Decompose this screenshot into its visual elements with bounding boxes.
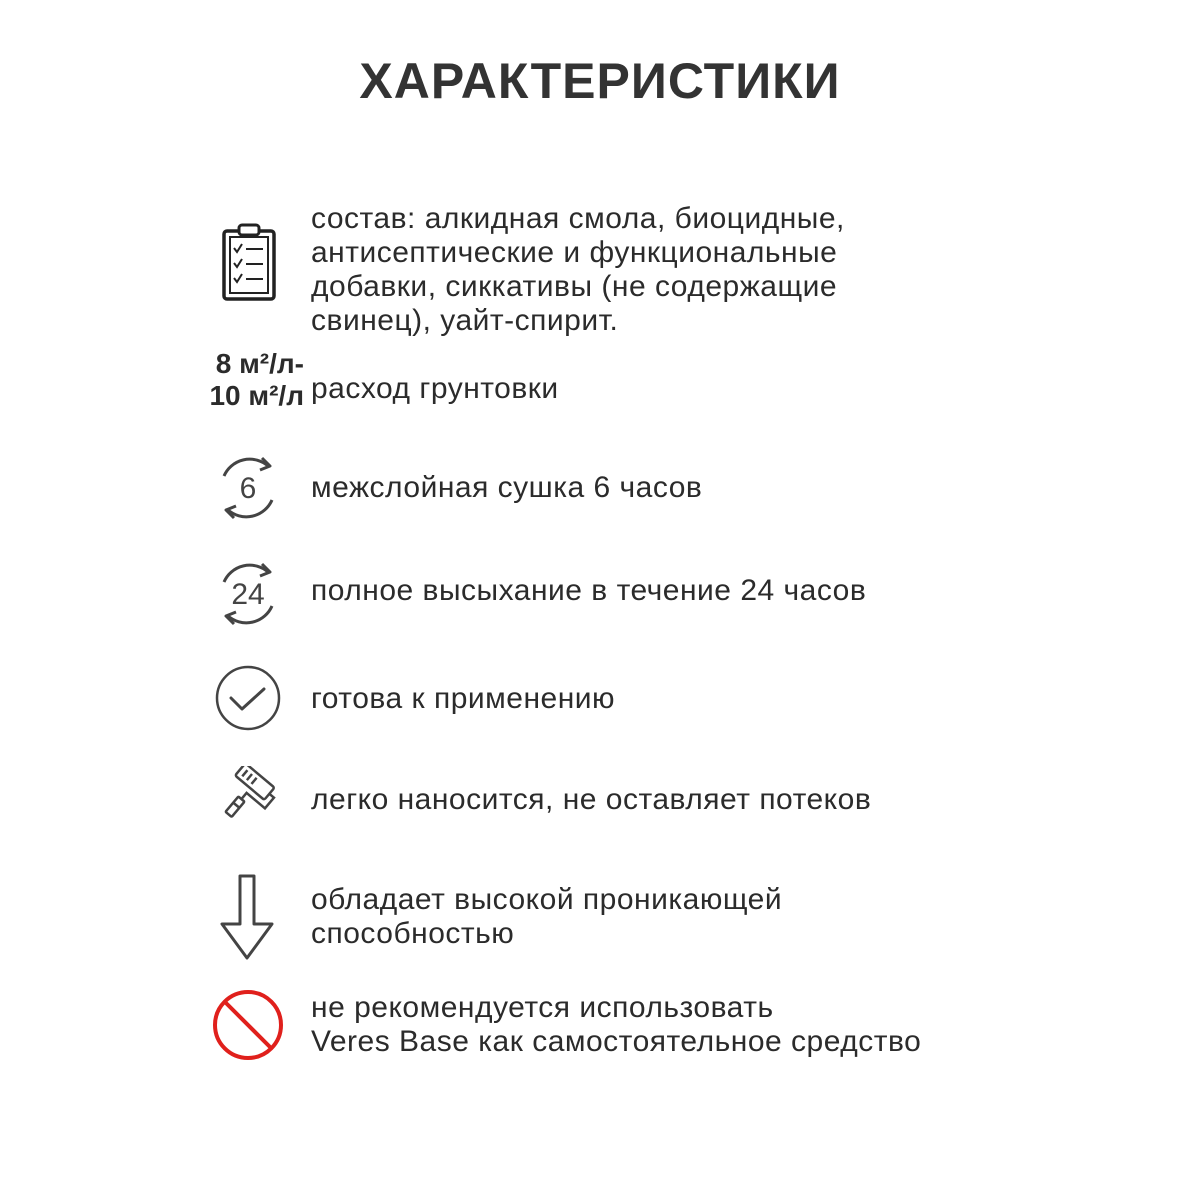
- feature-text: расход грунтовки: [311, 372, 559, 405]
- icon-number: 6: [239, 472, 257, 505]
- check-circle-icon: [214, 664, 282, 732]
- feature-text: межслойная сушка 6 часов: [311, 471, 703, 504]
- feature-text: готова к применению: [311, 682, 616, 715]
- arrow-down-icon: [214, 872, 280, 962]
- icon-number: 24: [231, 578, 265, 611]
- feature-text: не рекомендуется использовать Veres Base как самостоятельное средство: [311, 991, 922, 1058]
- feature-text: полное высыхание в течение 24 часов: [311, 574, 867, 607]
- refresh-6-icon: [210, 450, 286, 526]
- prohibited-icon: [211, 988, 285, 1062]
- coverage-rate: 8 м²/л- 10 м²/л: [209, 348, 304, 411]
- clipboard-checklist-icon: [218, 222, 280, 302]
- feature-text: обладает высокой проникающей способностью: [311, 883, 783, 950]
- feature-text: состав: алкидная смола, биоцидные, антисептические и функциональные добавки, сиккативы (не содержащие свинец), уайт-спирит.: [311, 202, 845, 337]
- refresh-24-icon: [210, 556, 286, 632]
- page-title: ХАРАКТЕРИСТИКИ: [359, 53, 841, 109]
- paint-roller-icon: [210, 766, 282, 832]
- feature-text: легко наносится, не оставляет потеков: [311, 783, 872, 816]
